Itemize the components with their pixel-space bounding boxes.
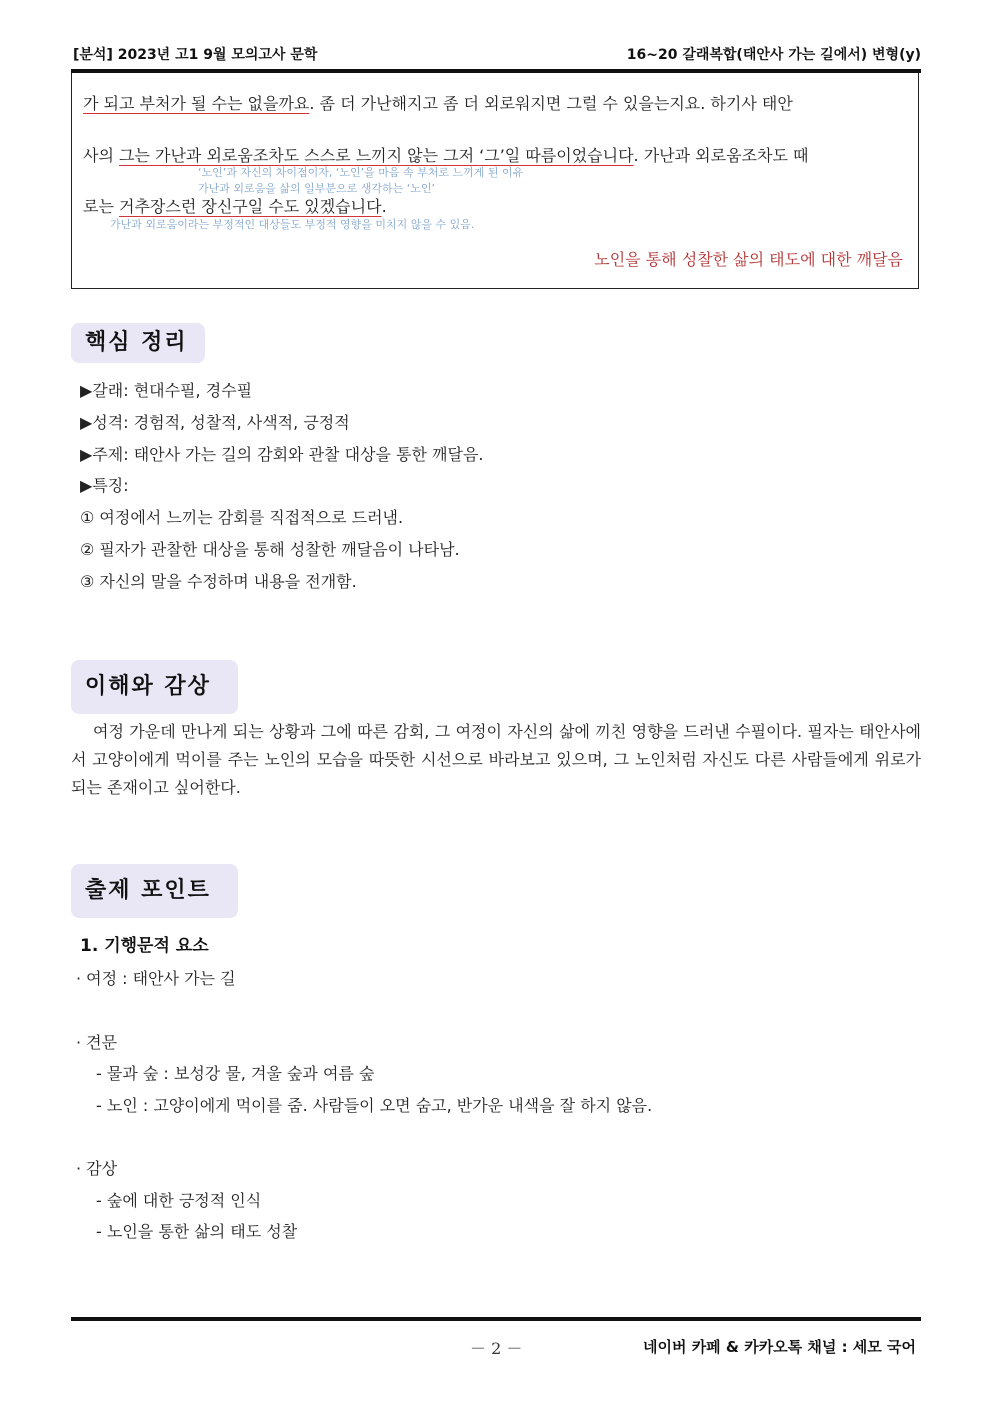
points-subtitle: 1. 기행문적 요소 [80,936,209,956]
feature-item: ② 필자가 관찰한 대상을 통해 성찰한 깨달음이 나타남. [80,540,460,559]
observation-item: - 물과 숲 : 보성강 물, 겨울 숲과 여름 숲 [96,1064,375,1083]
appreciation-paragraph: 여정 가운데 만나게 되는 상황과 그에 따른 감회, 그 여정이 자신의 삶에 끼친 영향을 드러낸 수필이다. 필자는 태안사에서 고양이에게 먹이를 주는 노인의 모습을 따뜻한 시선으로 바라보고 있으며, 그 노인처럼 자신도 다른 사람들에게 위로가 되는 존재이고 싶어한다. [71,722,921,797]
genre-line: ▶갈래: 현대수필, 경수필 [80,381,253,400]
excerpt-text: . [381,197,387,216]
feature-item: ③ 자신의 말을 수정하며 내용을 전개함. [80,572,357,591]
footer-channel: 네이버 카페 & 카카오톡 채널 : 세모 국어 [643,1338,916,1356]
annotation-note: 가난과 외로움을 삶의 일부분으로 생각하는 ‘노인’ [198,182,435,195]
page-number: － 2 － [470,1339,523,1358]
footer-rule [71,1317,921,1321]
journey-line: · 여정 : 태안사 가는 길 [76,969,236,988]
section-title-core: 핵심 정리 [71,323,205,363]
observation-item: - 노인 : 고양이에게 먹이를 줌. 사람들이 오면 숨고, 반가운 내색을 잘 하지 않음. [96,1096,653,1115]
impression-item: - 숲에 대한 긍정적 인식 [96,1191,262,1210]
header-right-title: 16~20 갈래복합(태안사 가는 길에서) 변형(y) [626,47,921,63]
observation-label: · 견문 [76,1033,118,1052]
excerpt-line-2 [83,143,808,166]
theme-line: ▶주제: 태안사 가는 길의 감회와 관찰 대상을 통한 깨달음. [80,445,484,464]
excerpt-line-1 [83,91,793,114]
excerpt-box [71,73,919,289]
section-title-points: 출제 포인트 [71,864,238,918]
nature-line: ▶성격: 경험적, 성찰적, 사색적, 긍정적 [80,413,350,432]
section-title-appreciation: 이해와 감상 [71,660,238,714]
annotation-note: 가난과 외로움이라는 부정적인 대상들도 부정적 영향을 미치지 않을 수 있음. [110,218,475,231]
excerpt-caption: 노인을 통해 성찰한 삶의 태도에 대한 깨달음 [594,250,903,269]
excerpt-text: 로는 [83,197,119,216]
features-label: ▶특징: [80,476,129,495]
underlined-phrase: 가 되고 부처가 될 수는 없을까요 [83,94,310,113]
page-header [71,44,921,66]
underlined-phrase: 거추장스런 장신구일 수도 있겠습니다 [119,197,382,216]
header-left-title: [분석] 2023년 고1 9월 모의고사 문학 [73,47,318,63]
excerpt-text: 사의 [83,146,119,165]
impression-item: - 노인을 통한 삶의 태도 성찰 [96,1222,298,1241]
excerpt-text: . 가난과 외로움조차도 때 [633,146,809,165]
impression-label: · 감상 [76,1159,118,1178]
feature-item: ① 여정에서 느끼는 감회를 직접적으로 드러냄. [80,508,404,527]
excerpt-line-3 [83,194,387,217]
underlined-phrase: 그는 가난과 외로움조차도 스스로 느끼지 않는 그저 ‘그’일 따름이었습니다 [119,146,634,165]
annotation-note: ‘노인’과 자신의 차이점이자, ‘노인’을 마음 속 부처로 느끼게 된 이유 [198,166,524,179]
excerpt-text: . 좀 더 가난해지고 좀 더 외로워지면 그럴 수 있을는지요. 하기사 태안 [309,94,793,113]
